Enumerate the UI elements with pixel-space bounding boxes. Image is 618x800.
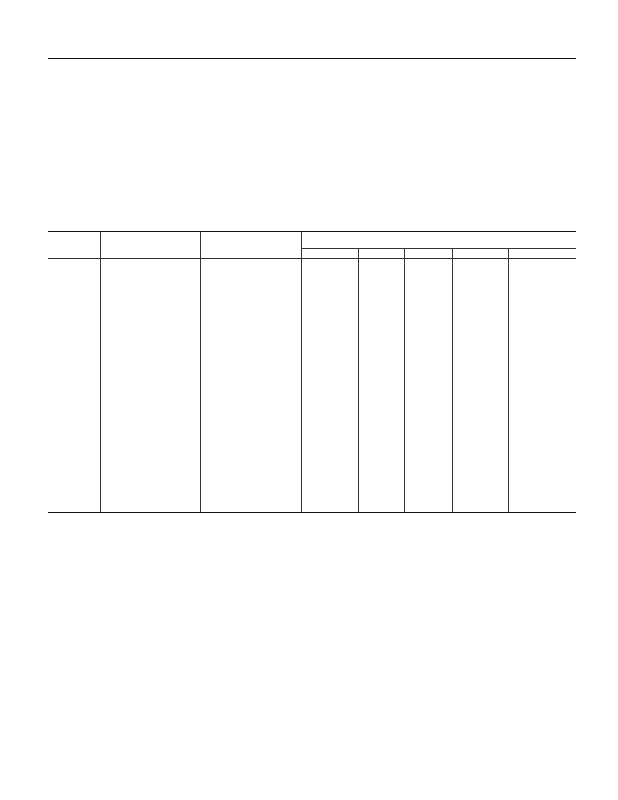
monitoring-table [48,231,576,513]
column-rule [358,248,359,512]
column-rule [452,248,453,512]
column-rule [404,248,405,512]
column-rule [508,248,509,512]
page-header [48,40,576,59]
header-rule [48,258,576,259]
column-rule [301,232,302,512]
column-rule [100,232,101,512]
header-rule [301,248,576,249]
column-rule [200,232,201,512]
